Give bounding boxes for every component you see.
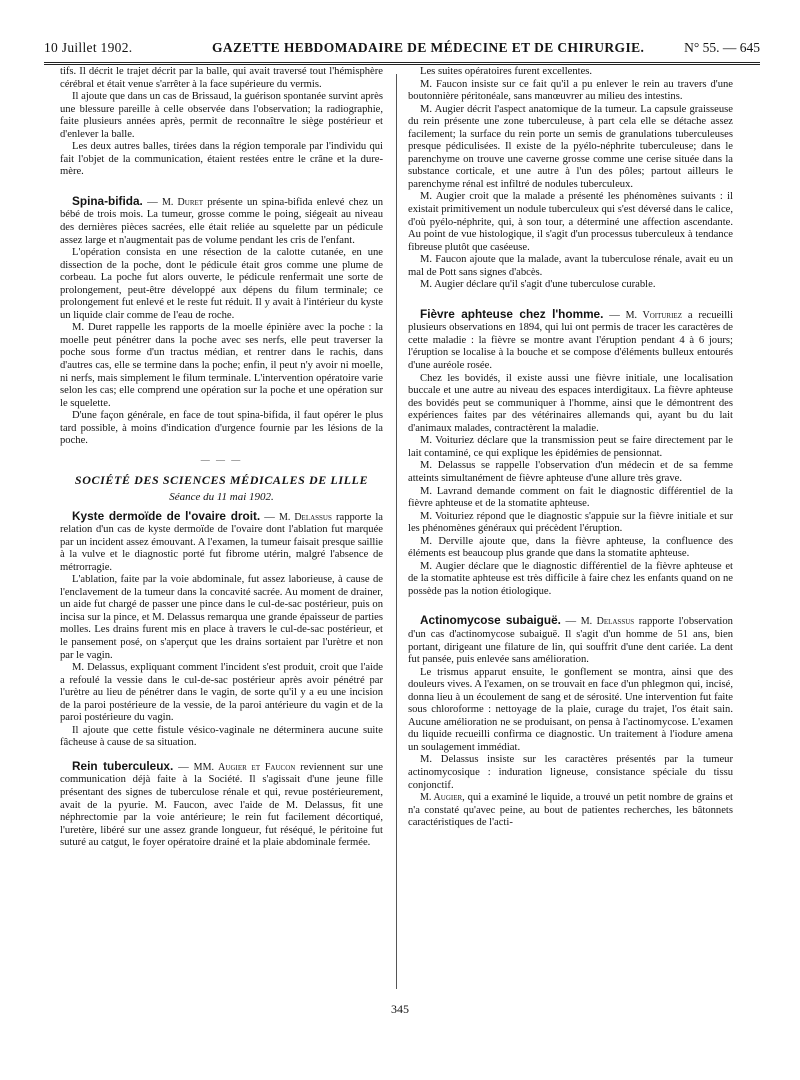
paragraph: Il ajoute que dans un cas de Brissaud, la guérison spontanée survint après une blessure pareille à celle observée dans l'observation; la radiographie, faite plusieurs années après, permit de reconnaître le siège postérieur et d'enlever la balle. bbox=[60, 91, 383, 140]
paragraph: M. Delassus se rappelle l'observation d'un médecin et de sa femme atteints simultanément de fièvre aphteuse d'une allure très grave. bbox=[408, 460, 733, 484]
paragraph: L'ablation, faite par la voie abdominale, fut assez laborieuse, à cause de l'enclavement de la tumeur dans la concavité sacrée. Au moment de drainer, un aide fut chargé de passer une pince dans le cul-de-sac postérieur, puis on incisa sur la pince, et M. Delassus remarqua une grande épaisseur de parties molles. Les drains furent mis en place à travers le cul-de-sac postérieur, et le pansement posé, on s'aperçut que les drains sortaient par l'urètre et non par le vagin. bbox=[60, 574, 383, 661]
section-heading: Fièvre aphteuse chez l'homme. bbox=[420, 306, 604, 321]
paragraph: Le trismus apparut ensuite, le gonflement se montra, ainsi que des douleurs vives. A l'examen, on se trouvait en face d'un phlegmon qui, incisé, donna lieu à un écoulement de sang et de sérosité. Une intervention fut faite sous chloroforme : nettoyage de la plaie, curage du trajet, l'os était sain. Aucune amélioration ne se produisant, on pensa à l'actinomycose. L'examen du liquide recueilli confirma ce diagnostic. Un traitement à l'iodure amena un soulagement immédiat. bbox=[408, 666, 733, 753]
paragraph: M. Faucon ajoute que la malade, avant la tuberculose rénale, avait eu un mal de Pott sans signes d'abcès. bbox=[408, 254, 733, 278]
paragraph: , qui a examiné le liquide, a trouvé un petit nombre de grains et n'a constaté qu'avec peine, au bout de patientes recherches, les bâtonnets caractéristiques de l'acti- bbox=[408, 792, 733, 829]
paragraph: M. Augier décrit l'aspect anatomique de la tumeur. La capsule graisseuse du rein présente une zone tuberculeuse, à part cela elle se détache assez facilement; la surface du rein porte un semis de granulations tuberculeuses presque pédiculisées. Il existe de la pyélo-néphrite tuberculeuse; dans le parenchyme on trouve une caverne grosse comme une cerise située dans la substance corticale, et une autre à l'un des pôles; partout ailleurs le parenchyme rénal est infiltré de nodules tuberculeux. bbox=[408, 103, 733, 190]
paragraph: Il ajoute que cette fistule vésico-vaginale ne déterminera aucune suite fâcheuse à cause de sa situation. bbox=[60, 724, 383, 749]
journal-title: GAZETTE HEBDOMADAIRE DE MÉDECINE ET DE CHIRURGIE. bbox=[212, 40, 645, 55]
section-heading: Rein tuberculeux. bbox=[72, 758, 174, 773]
section-actinomycose: Actinomycose subaiguë. — M. Delassus rapporte l'observation d'un cas d'actinomycose subaiguë. Il s'agit d'un homme de 51 ans, bien portant, dirigeant une filature de lin, qui souffrit d'une dent cariée. La dent fut pansée, puis enlevée sans amélioration. bbox=[408, 613, 733, 666]
paragraph: M. Voituriez déclare que la transmission peut se faire directement par le lait contaminé, ce qui explique les épidémies de pensionnat. bbox=[408, 435, 733, 459]
society-heading: SOCIÉTÉ DES SCIENCES MÉDICALES DE LILLE bbox=[74, 473, 369, 488]
paragraph: M. Augier déclare que le diagnostic différentiel de la fièvre aphteuse et de la stomatite aphteuse est très difficile à faire chez les enfants quand on ne possède pas la notion étiologique. bbox=[408, 560, 733, 597]
paragraph: rapporte l'observation d'un cas d'actinomycose subaiguë. Il s'agit d'un homme de 51 ans, bien portant, dirigeant une filature de lin, qui souffrit d'une dent cariée. La dent fut pansée, puis enlevée sans amélioration. bbox=[408, 616, 733, 666]
issue-number: N° 55. — 645 bbox=[684, 40, 760, 55]
author-name: M. Delassus bbox=[580, 616, 635, 628]
section-fievre-aphteuse: Fièvre aphteuse chez l'homme. — M. Voituriez a recueilli plusieurs observations en 1894, qui lui ont permis de tracer les caractères de cette maladie : la fièvre se montre avant l'éruption pendant 4 à 6 jours; l'éruption se localise à la bouche et se compose d'éléments bulleux entourés d'une auréole rosée. bbox=[408, 306, 733, 372]
paragraph: D'une façon générale, en face de tout spina-bifida, il faut opérer le plus tard possible, à moins d'indication d'urgence fournie par les lésions de la poche. bbox=[60, 410, 383, 447]
paragraph: M. Derville ajoute que, dans la fièvre aphteuse, la confluence des éléments est beaucoup plus grande que dans la stomatite aphteuse. bbox=[408, 535, 733, 560]
author-name: M. Voituriez bbox=[625, 309, 682, 321]
paragraph: Les deux autres balles, tirées dans la région temporale par l'individu qui fait l'objet de la communication, étaient restées entre le crâne et la dure-mère. bbox=[60, 141, 383, 178]
author-name: M. Delassus bbox=[278, 511, 332, 523]
paragraph: rapporte la relation d'un cas de kyste dermoïde de l'ovaire dont l'ablation fut marquée par un incident assez émouvant. A l'examen, la tumeur faisait presque saillie à la vulve et le diagnostic porté fut fibrome utérin, malgré l'absence de métrorragie. bbox=[60, 511, 383, 573]
paragraph-augier bbox=[408, 792, 733, 830]
section-rein-tuberculeux: Rein tuberculeux. — MM. Augier et Faucon reviennent sur une communication déjà faite à la Société. Il s'agissait d'une jeune fille présentant des signes de tuberculose rénale et qui, revue postérieurement, avait de la pyurie. M. Faucon, avec l'aide de M. Delassus, fit une néphrectomie par la voie antérieure; le rein fut facilement décortiqué, l'uretère, libéré sur une assez grande longueur, fut réséqué, le péritoine fut suturé au catgut, le foyer opératoire drainé et la plaie abdominale fermée. bbox=[60, 758, 383, 849]
section-heading: Actinomycose subaiguë. bbox=[420, 613, 561, 628]
ornament-divider: — — — bbox=[200, 454, 243, 465]
paragraph: M. Duret rappelle les rapports de la moelle épinière avec la poche : la moelle peut pénétrer dans la poche avec ses nerfs, elle peut traverser la poche sous forme d'un tractus médian, et rentrer dans le rachis, dans d'autres cas, elle se termine dans la poche; enfin, il peut n'y avoir ni moelle, ni nerfs, mais simplement le filum terminale. L'intervention opératoire varie selon les cas; elle comprend une opération sur la poche et une opération sur le squelette. bbox=[60, 322, 383, 409]
paragraph: présente un spina-bifida enlevé chez un bébé de trois mois. La tumeur, grosse comme le poing, siégeait au niveau des dernières pièces sacrées, elle était reliée au squelette par un pédicule assez large et n'augmentait pas de volume pendant les cris de l'enfant. bbox=[60, 196, 383, 246]
paragraph: M. Delassus insiste sur les caractères présentés par la tumeur actinomycosique : induration ligneuse, consistance spéciale du tissu conjonctif. bbox=[408, 754, 733, 791]
paragraph: reviennent sur une communication déjà faite à la Société. Il s'agissait d'une jeune fille présentant des signes de tuberculose rénale et qui, revue postérieurement, avait de la pyurie. M. Faucon, avec l'aide de M. Delassus, fit une néphrectomie par la voie antérieure; le rein fut facilement décortiqué, l'uretère, libéré sur une assez grande longueur, fut réséqué, le péritoine fut suturé au catgut, le foyer opératoire drainé et la plaie abdominale fermée. bbox=[60, 761, 383, 849]
author-name: M. Augier bbox=[420, 792, 463, 804]
header-rule bbox=[44, 62, 760, 63]
paragraph: M. Augier déclare qu'il s'agit d'une tuberculose curable. bbox=[420, 279, 656, 291]
right-column bbox=[408, 66, 733, 986]
issue-date: 10 Juillet 1902. bbox=[44, 40, 133, 55]
section-heading: Spina-bifida. bbox=[72, 193, 143, 208]
author-name: M. Duret bbox=[162, 196, 204, 208]
header-rule-double bbox=[44, 64, 760, 65]
paragraph: M. Augier croit que la malade a présenté les phénomènes suivants : il existait primitivement un nodule tuberculeux qui s'est déversé dans le calice, d'où pyélo-néphrite, qui, à son tour, a déterminé une affection ascendante. Au point de vue histologique, il s'agit d'un processus tuberculeux à tendance fibreuse plutôt que caséeuse. bbox=[408, 191, 733, 253]
paragraph: M. Voituriez répond que le diagnostic s'appuie sur la fièvre initiale et sur les phénomènes généraux qui précèdent l'éruption. bbox=[408, 510, 733, 535]
paragraph: Les suites opératoires furent excellentes. bbox=[420, 66, 593, 77]
page-header bbox=[44, 38, 760, 60]
page-number: 345 bbox=[391, 1002, 409, 1016]
paragraph: M. Lavrand demande comment on fait le diagnostic différentiel de la fièvre aphteuse et de la stomatite aphteuse. bbox=[408, 485, 733, 510]
paragraph: L'opération consista en une résection de la calotte cutanée, en une dissection de la poche, dont le pédicule était gros comme une plume de corbeau. La poche fut alors ouverte, le pédicule renfermait une sorte de prolongement, peut-être développé aux dépens du filum terminale; ce prolongement fut enlevé et le reste fut réduit. Il y avait à l'intérieur du kyste un liquide clair comme de l'eau de roche. bbox=[60, 247, 383, 321]
session-date: Séance du 11 mai 1902. bbox=[169, 490, 274, 503]
section-spina-bifida: Spina-bifida. — M. Duret présente un spina-bifida enlevé chez un bébé de trois mois. La tumeur, grosse comme le poing, siégeait au niveau des dernières pièces sacrées, elle était reliée au squelette par un pédicule assez large et n'augmentait pas de volume pendant les cris de l'enfant. bbox=[60, 193, 383, 246]
left-column bbox=[60, 66, 383, 986]
paragraph: M. Delassus, expliquant comment l'incident s'est produit, croit que l'aide a refoulé la vessie dans le cul-de-sac postérieur après avoir pénétré par l'urètre au lieu de pénétrer dans le vagin, de sorte qu'il y a eu une incision de la paroi postérieure de la vessie, de la paroi antérieure du vagin et de la paroi postérieure du vagin. bbox=[60, 662, 383, 724]
paragraph: tifs. Il décrit le trajet décrit par la balle, qui avait traversé tout l'hémisphère cérébral et était venue s'arrêter à la face supérieure du vermis. bbox=[60, 66, 383, 90]
column-divider bbox=[396, 74, 397, 989]
section-kyste-dermoide: Kyste dermoïde de l'ovaire droit. — M. Delassus rapporte la relation d'un cas de kyste dermoïde de l'ovaire dont l'ablation fut marquée par un incident assez émouvant. A l'examen, la tumeur faisait presque saillie à la vulve et le diagnostic porté fut fibrome utérin, malgré l'absence de métrorragie. bbox=[60, 508, 383, 573]
section-heading: Kyste dermoïde de l'ovaire droit. bbox=[72, 508, 261, 523]
author-name: MM. Augier et Faucon bbox=[193, 761, 296, 773]
paragraph: a recueilli plusieurs observations en 1894, qui lui ont permis de tracer les caractères de cette maladie : la fièvre se montre avant l'éruption pendant 4 à 6 jours; l'éruption se localise à la bouche et se compose d'éléments bulleux entourés d'une auréole rosée. bbox=[408, 309, 733, 372]
paragraph: M. Faucon insiste sur ce fait qu'il a pu enlever le rein au travers d'une boutonnière péritonéale, sans manœuvrer au milieu des intestins. bbox=[408, 78, 733, 103]
paragraph: Chez les bovidés, il existe aussi une fièvre initiale, une localisation buccale et une autre au niveau des espaces interdigitaux. La fièvre aphteuse des bovidés peut se communiquer à l'homme, ainsi que le démontrent des expériences faites par des vétérinaires allemands qui, ayant bu du lait d'animaux malades, contractèrent la maladie. bbox=[408, 372, 733, 434]
